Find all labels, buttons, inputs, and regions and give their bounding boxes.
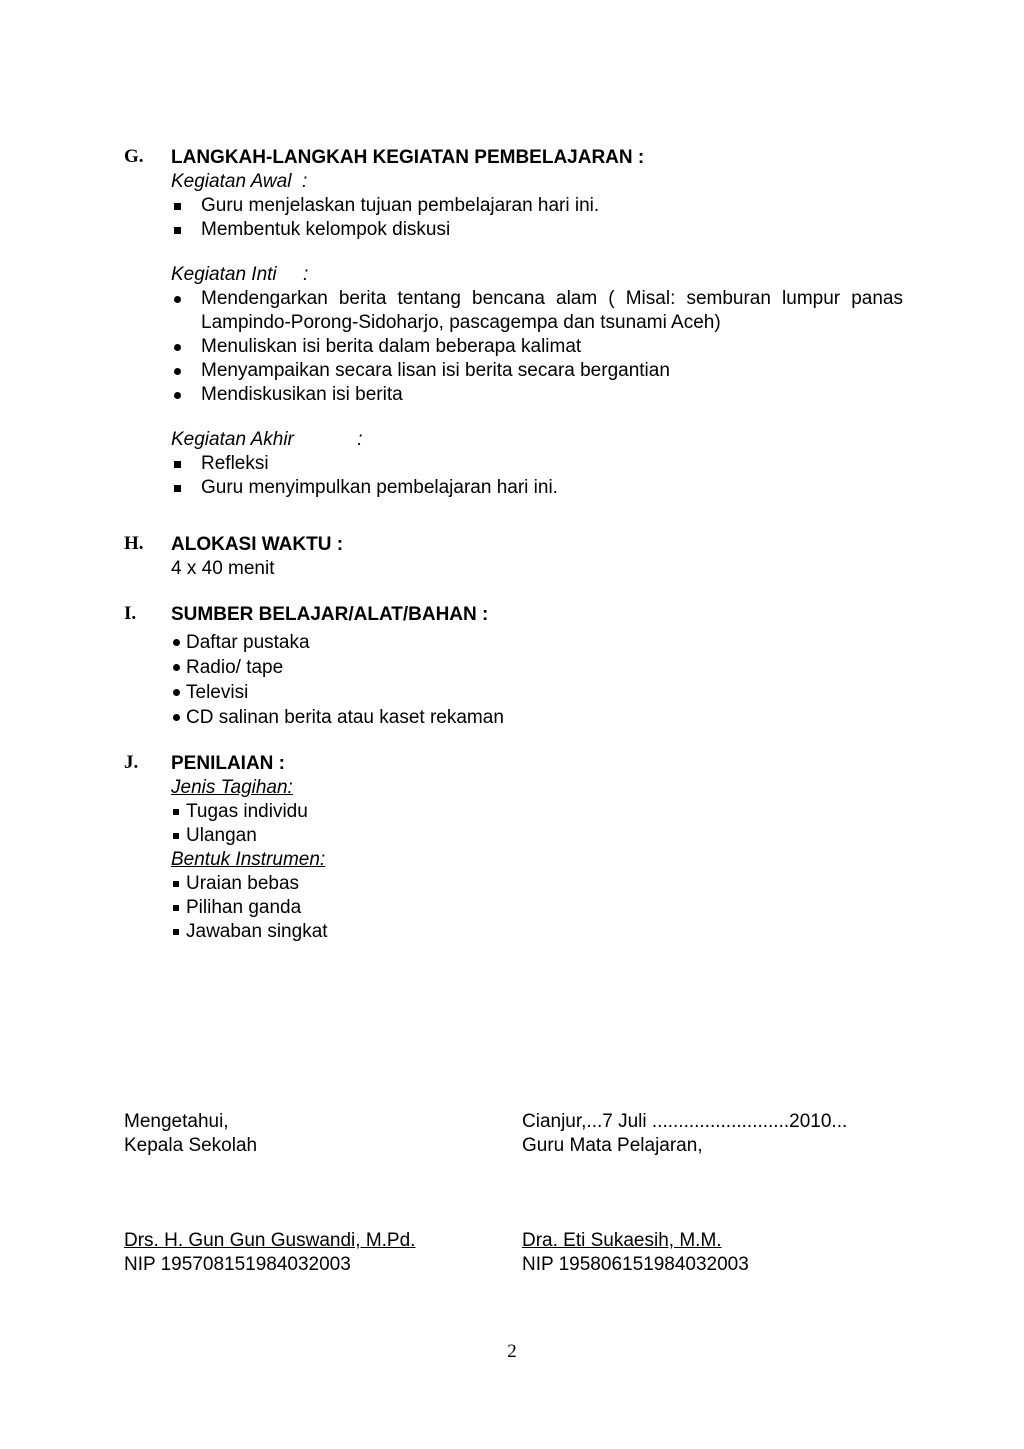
signature-left-line1: Mengetahui, bbox=[124, 1111, 229, 1132]
alokasi-waktu-value: 4 x 40 menit bbox=[171, 558, 275, 579]
signature-left-footer bbox=[124, 1229, 415, 1277]
section-title: SUMBER BELAJAR/ALAT/BAHAN : bbox=[171, 604, 489, 625]
section-title: PENILAIAN : bbox=[171, 753, 285, 774]
list-item: Jawaban singkat bbox=[171, 920, 903, 944]
signature-right-line2: Guru Mata Pelajaran, bbox=[522, 1135, 703, 1156]
signature-left-nip: NIP 195708151984032003 bbox=[124, 1254, 351, 1275]
section-content bbox=[171, 603, 903, 730]
list-item: Pilihan ganda bbox=[171, 896, 903, 920]
list-item: Guru menjelaskan tujuan pembelajaran hari ini. bbox=[171, 194, 903, 218]
list-item: Menuliskan isi berita dalam beberapa kalimat bbox=[171, 335, 903, 359]
section-content bbox=[171, 752, 903, 944]
list-item: Tugas individu bbox=[171, 800, 903, 824]
jenis-tagihan-list bbox=[171, 800, 903, 848]
sumber-list bbox=[171, 630, 903, 730]
bentuk-instrumen-label: Bentuk Instrumen: bbox=[171, 849, 326, 870]
list-item: Daftar pustaka bbox=[171, 630, 903, 655]
bentuk-instrumen-list bbox=[171, 872, 903, 944]
kegiatan-inti-list bbox=[171, 287, 903, 407]
signature-right-header bbox=[522, 1110, 847, 1158]
kegiatan-akhir-list bbox=[171, 452, 903, 500]
list-item: Mendiskusikan isi berita bbox=[171, 383, 903, 407]
section-letter: H. bbox=[124, 533, 144, 554]
list-item: Menyampaikan secara lisan isi berita secara bergantian bbox=[171, 359, 903, 383]
kegiatan-inti-label: Kegiatan Inti : bbox=[171, 264, 309, 285]
kegiatan-awal-list bbox=[171, 194, 903, 242]
section-title: LANGKAH-LANGKAH KEGIATAN PEMBELAJARAN : bbox=[171, 147, 645, 168]
signature-right-name: Dra. Eti Sukaesih, M.M. bbox=[522, 1230, 722, 1251]
list-item: Guru menyimpulkan pembelajaran hari ini. bbox=[171, 476, 903, 500]
section-content bbox=[171, 146, 903, 500]
signature-left-line2: Kepala Sekolah bbox=[124, 1135, 258, 1156]
page-number: 2 bbox=[507, 1341, 517, 1362]
section-letter: G. bbox=[124, 146, 144, 167]
list-item: Ulangan bbox=[171, 824, 903, 848]
jenis-tagihan-label: Jenis Tagihan: bbox=[171, 777, 293, 798]
section-letter: J. bbox=[124, 752, 139, 773]
list-item: Uraian bebas bbox=[171, 872, 903, 896]
list-item: CD salinan berita atau kaset rekaman bbox=[171, 705, 903, 730]
list-item: Membentuk kelompok diskusi bbox=[171, 218, 903, 242]
list-item: Mendengarkan berita tentang bencana alam ( Misal: semburan lumpur panas Lampindo-Porong-Sidoharjo, pascagempa dan tsunami Aceh) bbox=[171, 287, 903, 335]
signature-right-footer bbox=[522, 1229, 749, 1277]
list-item: Refleksi bbox=[171, 452, 903, 476]
kegiatan-awal-label: Kegiatan Awal : bbox=[171, 171, 308, 192]
section-letter: I. bbox=[124, 603, 137, 624]
kegiatan-akhir-label: Kegiatan Akhir : bbox=[171, 429, 363, 450]
section-content bbox=[171, 533, 903, 581]
signature-right-line1: Cianjur,...7 Juli ..........................2010... bbox=[522, 1111, 848, 1132]
list-item: Radio/ tape bbox=[171, 655, 903, 680]
signature-right-nip: NIP 195806151984032003 bbox=[522, 1254, 749, 1275]
list-item: Televisi bbox=[171, 680, 903, 705]
signature-left-name: Drs. H. Gun Gun Guswandi, M.Pd. bbox=[124, 1230, 416, 1251]
section-title: ALOKASI WAKTU : bbox=[171, 534, 344, 555]
signature-left-header bbox=[124, 1110, 257, 1158]
